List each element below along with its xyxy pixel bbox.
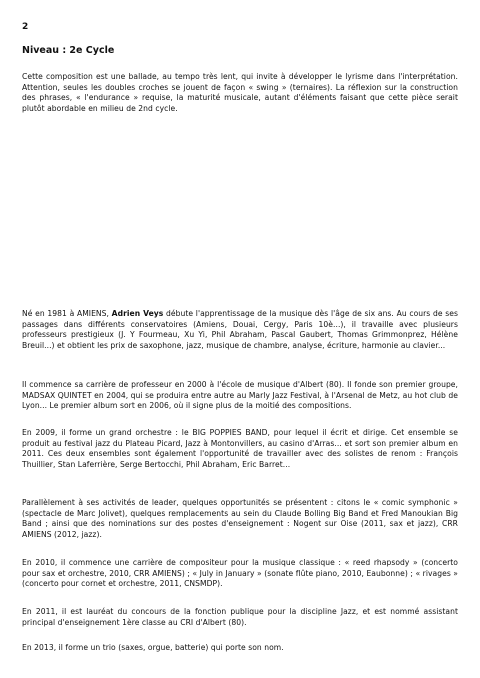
intro-paragraph: Cette composition est une ballade, au tempo très lent, qui invite à développer le lyrisme dans l'interprétation. Attention, seules les doubles croches se jouent de façon « swing » (ternaires). La réflexion sur la construction des phrases, « l'endurance » requise, la maturité musicale, autant d'éléments faisant que cette pièce serait plutôt abordable en milieu de 2nd cycle. (22, 72, 458, 113)
bio-paragraph-4: Parallèlement à ses activités de leader, quelques opportunités se présentent : citons le « comic symphonic » (spectacle de Marc Jolivet), quelques remplacements au sein du Claude Bolling Big Band et Fred Manoukian Big Band ; ainsi que des nominations sur des postes d'enseignement : Nogent sur Oise (2011, sax et jazz), CRR AMIENS (2012, jazz). (22, 498, 458, 539)
bio-p1-after: débute l'apprentissage de la musique dès l'âge de six ans. Au cours de ses passages dans différents conservatoires (Amiens, Douai, Cergy, Paris 10è...), il travaille avec plusieurs professeurs prestigieux (J. Y Fourmeau, Xu Yi, Phil Abraham, Pascal Gaubert, Thomas Grimmonprez, Hélène Breuil...) et obtient les prix de saxophone, jazz, musique de chambre, analyse, écriture, harmonie au clavier... (22, 309, 458, 350)
bio-paragraph-3: En 2009, il forme un grand orchestre : le BIG POPPIES BAND, pour lequel il écrit et dirige. Cet ensemble se produit au festival jazz du Plateau Picard, Jazz à Montonvillers, au casino d'Arras... et sort son premier album en 2011. Ces deux ensembles sont également l'opportunité de travailler avec des solistes de renom : François Thuillier, Stan Laferrière, Serge Bertocchi, Phil Abraham, Eric Barret... (22, 428, 458, 469)
bio-p1-before: Né en 1981 à AMIENS, (22, 309, 112, 318)
bio-paragraph-6: En 2011, il est lauréat du concours de la fonction publique pour la discipline Jazz, et est nommé assistant principal d'enseignement 1ère classe au CRI d'Albert (80). (22, 607, 458, 627)
composer-name: Adrien Veys (111, 309, 164, 318)
bio-paragraph-2: Il commence sa carrière de professeur en 2000 à l'école de musique d'Albert (80). Il fonde son premier groupe, MADSAX QUINTET en 2004, qui se produira entre autre au Marly Jazz Festival, à l'Arsenal de Metz, au hot club de Lyon... Le premier album sort en 2006, où il signe plus de la moitié des compositions. (22, 380, 458, 411)
bio-paragraph-1 (22, 309, 458, 351)
page-number: 2 (22, 22, 29, 32)
bio-paragraph-5: En 2010, il commence une carrière de compositeur pour la musique classique : « reed rhapsody » (concerto pour sax et orchestre, 2010, CRR AMIENS) ; « July in January » (sonate flûte piano, 2010, Eaubonne) ; « rivages » (concerto pour cornet et orchestre, 2011, CNSMDP). (22, 558, 458, 589)
bio-paragraph-7: En 2013, il forme un trio (saxes, orgue, batterie) qui porte son nom. (22, 643, 284, 652)
level-heading: Niveau : 2e Cycle (22, 45, 115, 56)
